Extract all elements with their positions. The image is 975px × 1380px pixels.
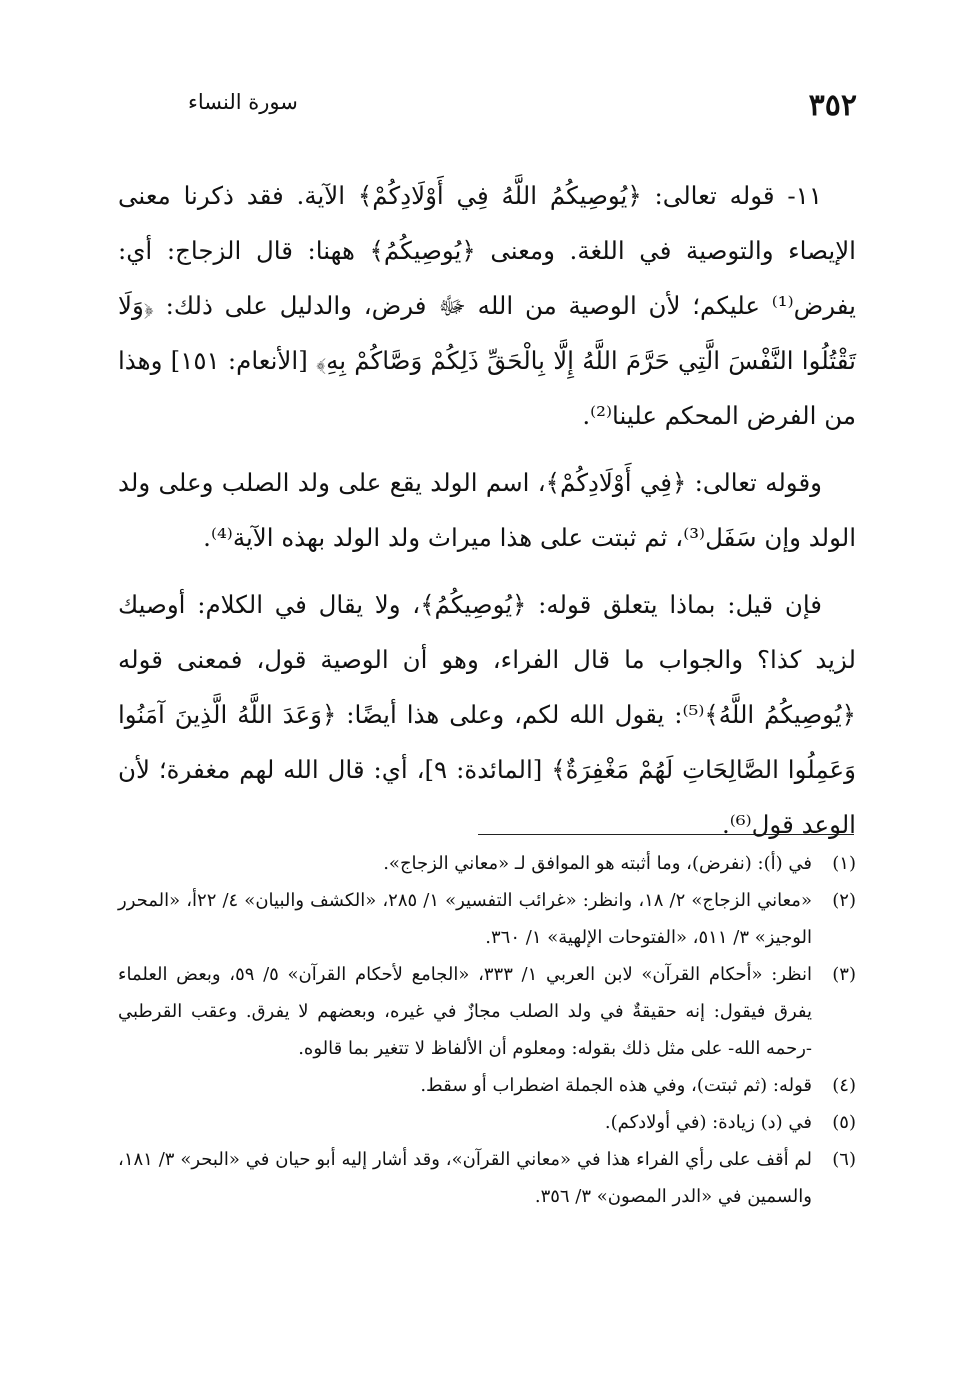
footnote-item <box>118 956 856 1067</box>
footnote-text: لم أقف على رأي الفراء هذا في «معاني القرآن»، وقد أشار إليه أبو حيان في «البحر» ٣/ ١٨١، والسمين في «الدر المصون» ٣/ ٣٥٦. <box>118 1149 812 1207</box>
footnote-text: «معاني الزجاج» ٢/ ١٨، وانظر: «غرائب التفسير» ١/ ٢٨٥، «الكشف والبيان» ٤/ ٢٢أ، «المحرر الوجيز» ٣/ ٥١١، «الفتوحات الإلهية» ١/ ٣٦٠. <box>118 890 812 948</box>
footnote-text: في (د) زيادة: (في أولادكم). <box>604 1112 812 1133</box>
footnote-text: قوله: (ثم ثبتت)، وفي هذه الجملة اضطراب أو سقط. <box>420 1075 812 1096</box>
running-title: سورة النساء <box>188 90 298 114</box>
footnote-number: (٢) <box>832 890 856 911</box>
footnote-rule <box>478 834 854 835</box>
paragraph-1: ١١- قوله تعالى: ﴿يُوصِيكُمُ اللَّهُ فِي أَوْلَادِكُمْ﴾ الآية. فقد ذكرنا معنى الإيصاء والتوصية في اللغة. ومعنى ﴿يُوصِيكُمُ﴾ ههنا: قال الزجاج: أي: يفرض⁽¹⁾ عليكم؛ لأن الوصية من الله ﷻ فرض، والدليل على ذلك: ﴿وَلَا تَقْتُلُوا النَّفْسَ الَّتِي حَرَّمَ اللَّهُ إِلَّا بِالْحَقِّ ذَلِكُمْ وَصَّاكُمْ بِهِ﴾ [الأنعام: ١٥١] وهذا من الفرض المحكم علينا⁽²⁾. <box>118 181 856 430</box>
footnote-item <box>118 1067 856 1104</box>
footnote-number: (٣) <box>832 964 856 985</box>
footnote-item <box>118 1104 856 1141</box>
footnote-text: في (أ): (نفرض)، وما أثبته هو الموافق لـ «معاني الزجاج». <box>383 853 812 874</box>
footnote-text: انظر: «أحكام القرآن» لابن العربي ١/ ٣٣٣، «الجامع لأحكام القرآن» ٥/ ٥٩، وبعض العلماء يفرق فيقول: إنه حقيقةٌ في ولد الصلب مجازٌ في غيره، وبعضهم لا يفرق. وعقب القرطبي -رحمه الله- على مثل ذلك بقوله: ومعلوم أن الألفاظ لا تتغير بما قالوه. <box>118 964 812 1059</box>
paragraph-2: وقوله تعالى: ﴿فِي أَوْلَادِكُمْ﴾، اسم الولد يقع على ولد الصلب وعلى ولد الولد وإن سَفَل⁽³⁾، ثم ثبتت على هذا ميراث ولد الولد بهذه الآية⁽⁴⁾. <box>118 468 856 552</box>
main-text <box>118 168 856 852</box>
footnote-item <box>118 882 856 956</box>
paragraph-3: فإن قيل: بماذا يتعلق قوله: ﴿يُوصِيكُمُ﴾، ولا يقال في الكلام: أوصيك لزيد كذا؟ والجواب ما قال الفراء، وهو أن الوصية قول، فمعنى قوله ﴿يُوصِيكُمُ اللَّهُ﴾⁽⁵⁾: يقول الله لكم، وعلى هذا أيضًا: ﴿وَعَدَ اللَّهُ الَّذِينَ آمَنُوا وَعَمِلُوا الصَّالِحَاتِ لَهُمْ مَغْفِرَةٌ﴾ [المائدة: ٩]، أي: قال الله لهم مغفرة؛ لأن الوعد قول⁽⁶⁾. <box>118 590 856 839</box>
footnote-number: (٤) <box>832 1075 856 1096</box>
page-number: ٣٥٢ <box>808 88 857 123</box>
footnote-number: (١) <box>832 853 856 874</box>
footnotes <box>118 845 856 1215</box>
footnote-number: (٦) <box>832 1149 856 1170</box>
footnote-number: (٥) <box>832 1112 856 1133</box>
footnote-item <box>118 845 856 882</box>
footnote-item <box>118 1141 856 1215</box>
